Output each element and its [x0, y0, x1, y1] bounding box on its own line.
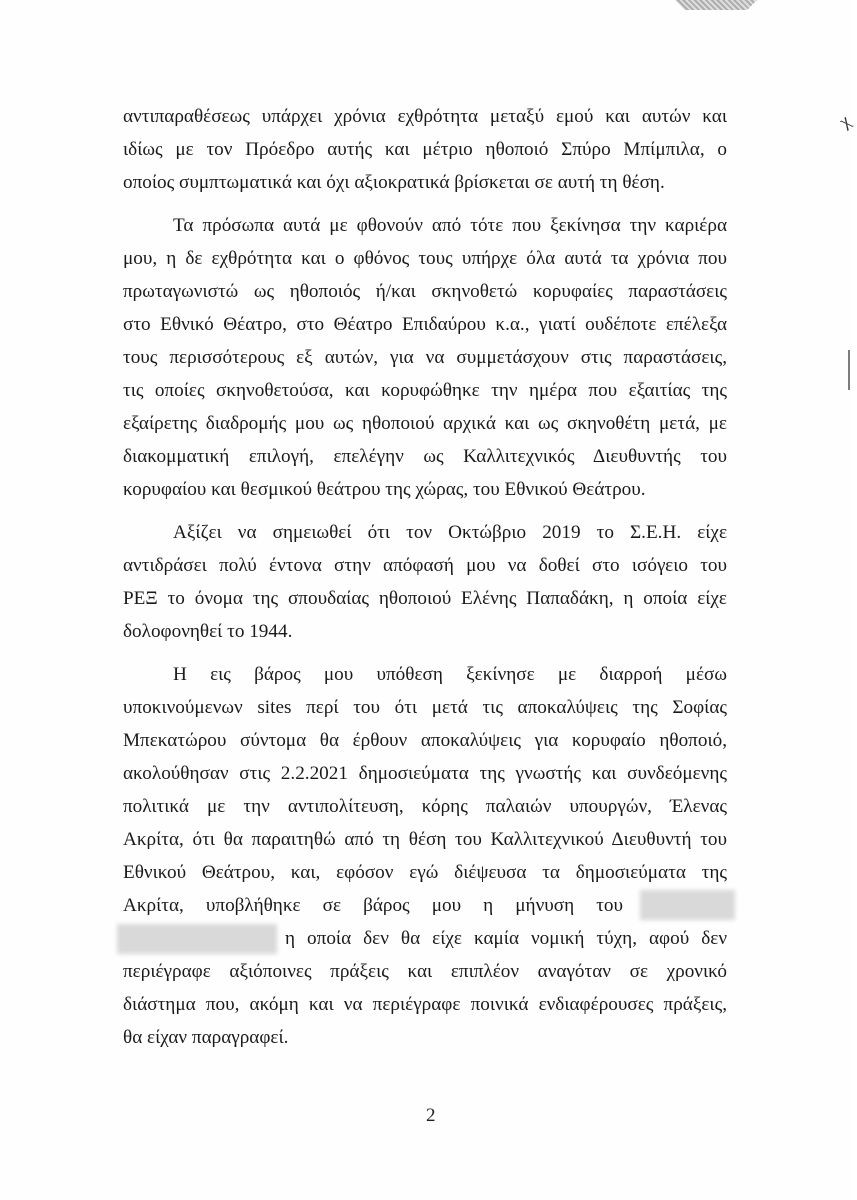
- text-line: υποκινούμενων sites περί του ότι μετά τις αποκαλύψεις της Σοφίας: [123, 697, 727, 718]
- margin-scan-mark: [848, 350, 850, 390]
- redacted-block: [117, 924, 277, 954]
- text-line: ακολούθησαν στις 2.2.2021 δημοσιεύματα της γνωστής και συνδεόμενης: [123, 763, 727, 784]
- text-line: η οποία δεν θα είχε καμία νομική τύχη, αφού δεν: [285, 928, 727, 949]
- text-line: Η εις βάρος μου υπόθεση ξεκίνησε με διαρροή μέσω: [173, 664, 727, 685]
- document-body: [123, 100, 727, 1054]
- text-line: μου, η δε εχθρότητα και ο φθόνος τους υπήρχε όλα αυτά τα χρόνια που: [123, 248, 727, 269]
- text-line: αντιδράσει πολύ έντονα στην απόφασή μου να δοθεί στο ισόγειο του: [123, 555, 727, 576]
- text-line: εξαίρετης διαδρομής μου ως ηθοποιού αρχικά και ως σκηνοθέτη μετά, με: [123, 413, 727, 434]
- paragraph: [123, 658, 727, 1054]
- text-line: ΡΕΞ το όνομα της σπουδαίας ηθοποιού Ελένης Παπαδάκη, η οποία είχε: [123, 588, 727, 609]
- text-line: διάστημα που, ακόμη και να περιέγραφε ποινικά ενδιαφέρουσες πράξεις,: [123, 994, 727, 1015]
- text-line: Τα πρόσωπα αυτά με φθονούν από τότε που ξεκίνησα την καριέρα: [173, 215, 727, 236]
- redacted-block: [640, 890, 735, 920]
- text-line: αντιπαραθέσεως υπάρχει χρόνια εχθρότητα μεταξύ εμού και αυτών και: [123, 106, 727, 127]
- text-line: ιδίως με τον Πρόεδρο αυτής και μέτριο ηθοποιό Σπύρο Μπίμπιλα, ο: [123, 139, 727, 160]
- text-line-with-redaction: [123, 889, 727, 922]
- text-line: θα είχαν παραγραφεί.: [123, 1027, 289, 1048]
- page-number: 2: [426, 1105, 436, 1126]
- paragraph: [123, 516, 727, 648]
- text-line: τις οποίες σκηνοθετούσα, και κορυφώθηκε την ημέρα που εξαιτίας της: [123, 380, 727, 401]
- text-line: στο Εθνικό Θέατρο, στο Θέατρο Επιδαύρου κ.α., γιατί ουδέποτε επέλεξα: [123, 314, 727, 335]
- paragraph: [123, 100, 727, 199]
- text-line: Ακρίτα, υποβλήθηκε σε βάρος μου η μήνυση του: [123, 895, 623, 916]
- text-line: οποίος συμπτωματικά και όχι αξιοκρατικά βρίσκεται σε αυτή τη θέση.: [123, 172, 665, 193]
- text-line: πρωταγωνιστώ ως ηθοποιός ή/και σκηνοθετώ κορυφαίες παραστάσεις: [123, 281, 727, 302]
- text-line: πολιτικά με την αντιπολίτευση, κόρης παλαιών υπουργών, Έλενας: [123, 796, 727, 817]
- text-line: δολοφονηθεί το 1944.: [123, 621, 293, 642]
- text-line: Αξίζει να σημειωθεί ότι τον Οκτώβριο 2019 το Σ.Ε.Η. είχε: [173, 522, 727, 543]
- text-line: κορυφαίου και θεσμικού θεάτρου της χώρας, του Εθνικού Θεάτρου.: [123, 479, 646, 500]
- corner-stamp: [675, 0, 757, 10]
- text-line: περιέγραφε αξιόποινες πράξεις και επιπλέον αναγόταν σε χρονικό: [123, 961, 727, 982]
- text-line: διακομματική επιλογή, επελέγην ως Καλλιτεχνικός Διευθυντής του: [123, 446, 727, 467]
- text-line-with-redaction: [123, 922, 727, 955]
- text-line: Μπεκατώρου σύντομα θα έρθουν αποκαλύψεις για κορυφαίο ηθοποιό,: [123, 730, 727, 751]
- margin-mark: χ: [834, 110, 854, 132]
- paragraph: [123, 209, 727, 506]
- text-line: τους περισσότερους εξ αυτών, για να συμμετάσχουν στις παραστάσεις,: [123, 347, 727, 368]
- text-line: Εθνικού Θεάτρου, και, εφόσον εγώ διέψευσα τα δημοσιεύματα της: [123, 862, 727, 883]
- text-line: Ακρίτα, ότι θα παραιτηθώ από τη θέση του Καλλιτεχνικού Διευθυντή του: [123, 829, 727, 850]
